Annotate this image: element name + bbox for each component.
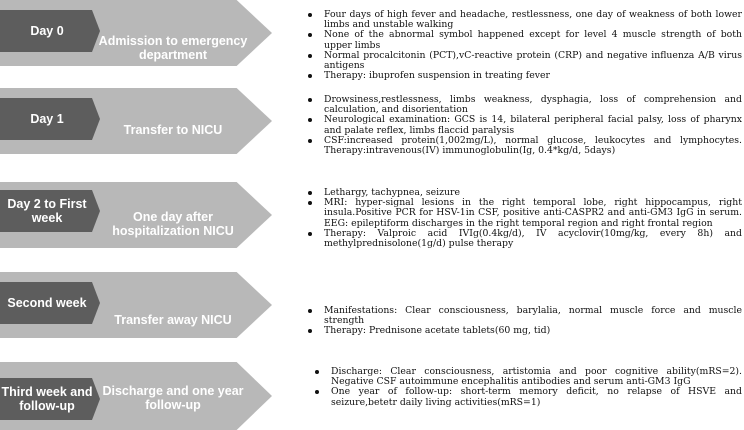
finding-item: Four days of high fever and headache, restlessness, one day of weakness of both lower limbs and unstable walking <box>305 10 742 30</box>
day-label: Third week and follow-up <box>1 385 93 413</box>
finding-item: CSF:increased protein(1,002mg/L), normal glucose, leukocytes and lymphocytes. Therapy:intravenous(IV) immunoglobulin(Ig, 0.4*kg/d, 5days) <box>305 136 742 156</box>
finding-item: Normal procalcitonin (PCT),vC-reactive protein (CRP) and negative influenza A/B virus antigens <box>305 51 742 71</box>
finding-item: Neurological examination: GCS is 14, bilateral peripheral facial palsy, loss of pharynx and palate reflex, limbs flaccid paralysis <box>305 115 742 135</box>
finding-list <box>312 367 742 408</box>
finding-list <box>305 188 742 249</box>
day-label: Day 2 to First week <box>7 197 87 225</box>
bullet-icon <box>308 98 312 102</box>
bullet-icon <box>308 118 312 122</box>
finding-item: Therapy: Valproic acid IVIg(0.4kg/d), IV acyclovir(10mg/kg, every 8h) and methylprednisolone(1g/d) pulse therapy <box>305 229 742 249</box>
bullet-icon <box>308 74 312 78</box>
bullet-icon <box>315 370 319 374</box>
finding-item: One year of follow-up: short-term memory deficit, no relapse of HSVE and seizure,betetr daily living activities(mRS=1) <box>312 387 742 407</box>
finding-item: Discharge: Clear consciousness, artistomia and poor cognitive ability(mRS=2). Negative CSF autoimmune encephalitis antibodies and serum anti-GM3 IgG <box>312 367 742 387</box>
bullet-icon <box>308 139 312 143</box>
bullet-icon <box>308 33 312 37</box>
day-label: Day 0 <box>30 24 64 38</box>
event-label: Transfer to NICU <box>123 123 223 137</box>
finding-item: Lethargy, tachypnea, seizure <box>305 188 742 198</box>
bullet-icon <box>308 13 312 17</box>
finding-item: Manifestations: Clear consciousness, barylalia, normal muscle force and muscle strength <box>305 306 742 326</box>
event-label: Discharge and one year follow-up <box>102 384 244 412</box>
bullet-icon <box>308 201 312 205</box>
finding-item: MRI: hyper-signal lesions in the right temporal lobe, right hippocampus, right insula.Positive PCR for HSV-1in CSF, positive anti-CASPR2 and anti-GM3 IgG in serum. EEG: epileptiform discharges in the right temporal region and right frontal region <box>305 198 742 229</box>
event-label: One day after hospitalization NICU <box>112 210 234 238</box>
bullet-icon <box>308 309 312 313</box>
bullet-icon <box>308 232 312 236</box>
finding-item: Therapy: ibuprofen suspension in treating fever <box>305 71 742 81</box>
bullet-icon <box>308 54 312 58</box>
finding-list <box>305 95 742 156</box>
bullet-icon <box>315 390 319 394</box>
finding-list <box>305 306 742 337</box>
day-label: Day 1 <box>30 112 64 126</box>
finding-item: Therapy: Prednisone acetate tablets(60 mg, tid) <box>305 326 742 336</box>
bullet-icon <box>308 329 312 333</box>
finding-list <box>305 10 742 81</box>
event-label: Admission to emergency department <box>98 34 248 62</box>
finding-item: Drowsiness,restlessness, limbs weakness, dysphagia, loss of comprehension and calculation, and disorientation <box>305 95 742 115</box>
event-label: Transfer away NICU <box>114 313 232 327</box>
finding-item: None of the abnormal symbol happened except for level 4 muscle strength of both upper limbs <box>305 30 742 50</box>
bullet-icon <box>308 191 312 195</box>
day-label: Second week <box>7 296 87 310</box>
